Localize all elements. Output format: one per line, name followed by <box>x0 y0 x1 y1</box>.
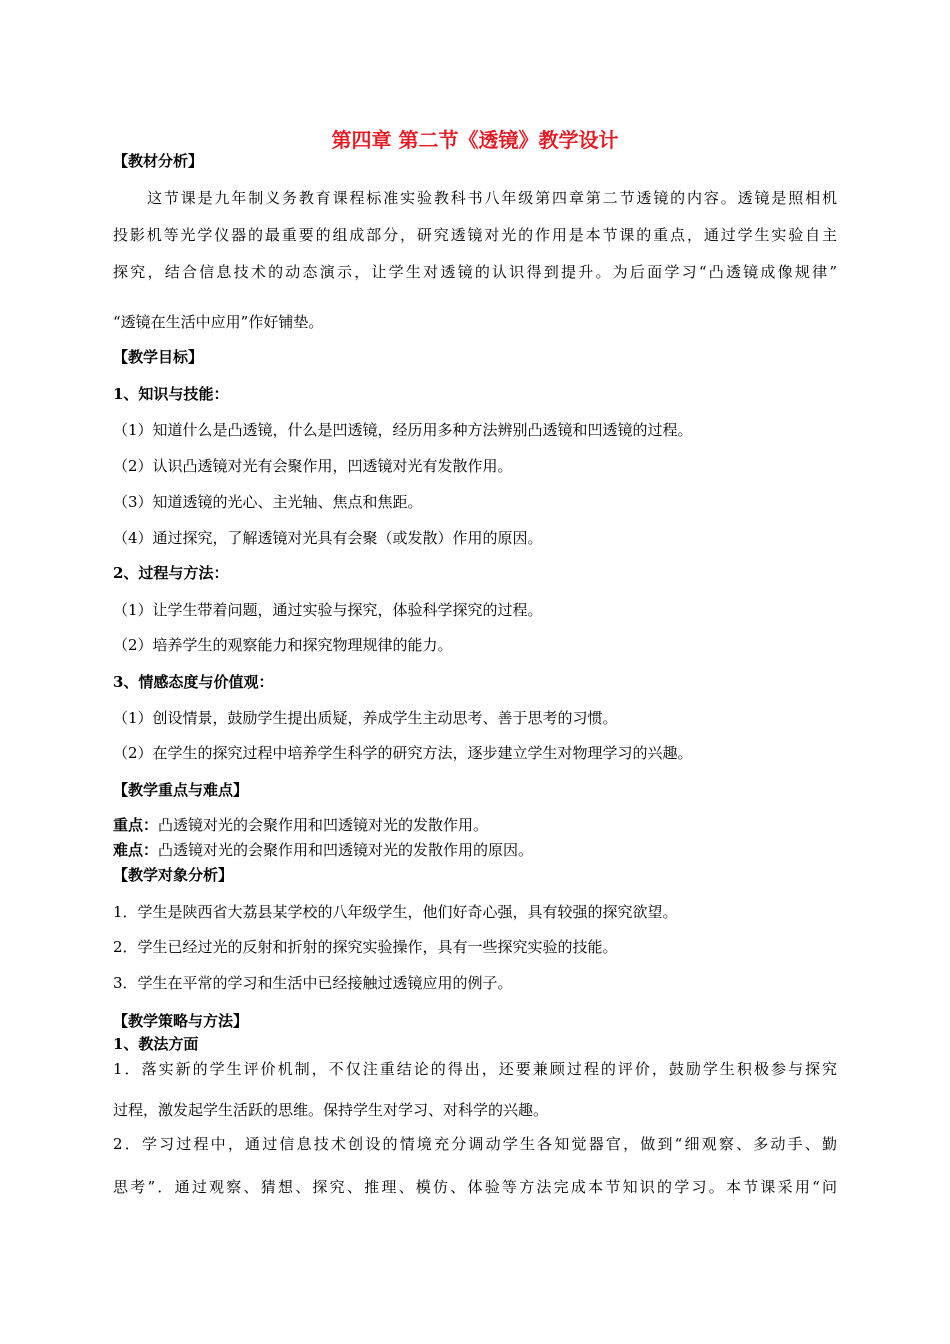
student-item-1: 1．学生是陕西省大荔县某学校的八年级学生，他们好奇心强，具有较强的探究欲望。 <box>113 903 678 921</box>
focus-label: 重点： <box>113 816 159 834</box>
focus-text: 凸透镜对光的会聚作用和凹透镜对光的发散作用。 <box>158 816 489 834</box>
goal-3-item-1: （1）创设情景，鼓励学生提出质疑，养成学生主动思考、善于思考的习惯。 <box>113 709 618 727</box>
goal-2-item-1: （1）让学生带着问题，通过实验与探究，体验科学探究的过程。 <box>113 601 543 619</box>
goal-1-item-3: （3）知道透镜的光心、主光轴、焦点和焦距。 <box>113 493 423 511</box>
strategy-p1-line-1: 1．落实新的学生评价机制，不仅注重结论的得出，还要兼顾过程的评价，鼓励学生积极参与探究 <box>113 1060 837 1078</box>
document-title: 第四章 第二节《透镜》教学设计 <box>331 128 619 152</box>
strategy-p2-line-1: 2．学习过程中，通过信息技术创设的情境充分调动学生各知觉器官，做到“细观察、多动手、勤 <box>113 1135 837 1153</box>
material-line-3: 探究，结合信息技术的动态演示，让学生对透镜的认识得到提升。为后面学习“凸透镜成像规律” <box>113 263 837 281</box>
strategy-p1-line-2: 过程，激发起学生活跃的思维。保持学生对学习、对科学的兴趣。 <box>113 1101 549 1119</box>
heading-strategy: 【教学策略与方法】 <box>113 1012 249 1030</box>
difficulty-text: 凸透镜对光的会聚作用和凹透镜对光的发散作用的原因。 <box>158 841 534 859</box>
material-line-2: 投影机等光学仪器的最重要的组成部分，研究透镜对光的作用是本节课的重点，通过学生实验自主 <box>113 226 837 244</box>
material-line-1: 这节课是九年制义务教育课程标准实验教科书八年级第四章第二节透镜的内容。透镜是照相机 <box>147 189 837 207</box>
strategy-sub-1: 1、教法方面 <box>113 1035 199 1053</box>
difficulty-label: 难点： <box>113 841 159 859</box>
goal-1-item-2: （2）认识凸透镜对光有会聚作用，凹透镜对光有发散作用。 <box>113 457 513 475</box>
student-item-3: 3．学生在平常的学习和生活中已经接触过透镜应用的例子。 <box>113 974 513 992</box>
goal-2-item-2: （2）培养学生的观察能力和探究物理规律的能力。 <box>113 636 453 654</box>
material-line-4: “透镜在生活中应用”作好铺垫。 <box>113 313 324 331</box>
goal-1-item-1: （1）知道什么是凸透镜，什么是凹透镜，经历用多种方法辨别凸透镜和凹透镜的过程。 <box>113 421 693 439</box>
goal-2-label: 2、过程与方法： <box>113 564 229 582</box>
goal-1-label: 1、知识与技能： <box>113 385 229 403</box>
heading-key-points: 【教学重点与难点】 <box>113 781 249 799</box>
heading-teaching-goals: 【教学目标】 <box>113 348 204 366</box>
goal-1-item-4: （4）通过探究，了解透镜对光具有会聚（或发散）作用的原因。 <box>113 529 543 547</box>
strategy-p2-line-2: 思考”．通过观察、猜想、探究、推理、模仿、体验等方法完成本节知识的学习。本节课采用“问 <box>113 1178 837 1196</box>
heading-material-analysis: 【教材分析】 <box>113 152 204 170</box>
goal-3-item-2: （2）在学生的探究过程中培养学生科学的研究方法，逐步建立学生对物理学习的兴趣。 <box>113 744 693 762</box>
difficulty-line <box>113 840 533 860</box>
heading-student-analysis: 【教学对象分析】 <box>113 866 234 884</box>
focus-line <box>113 815 488 835</box>
student-item-2: 2．学生已经过光的反射和折射的探究实验操作，具有一些探究实验的技能。 <box>113 938 618 956</box>
goal-3-label: 3、情感态度与价值观： <box>113 673 274 691</box>
